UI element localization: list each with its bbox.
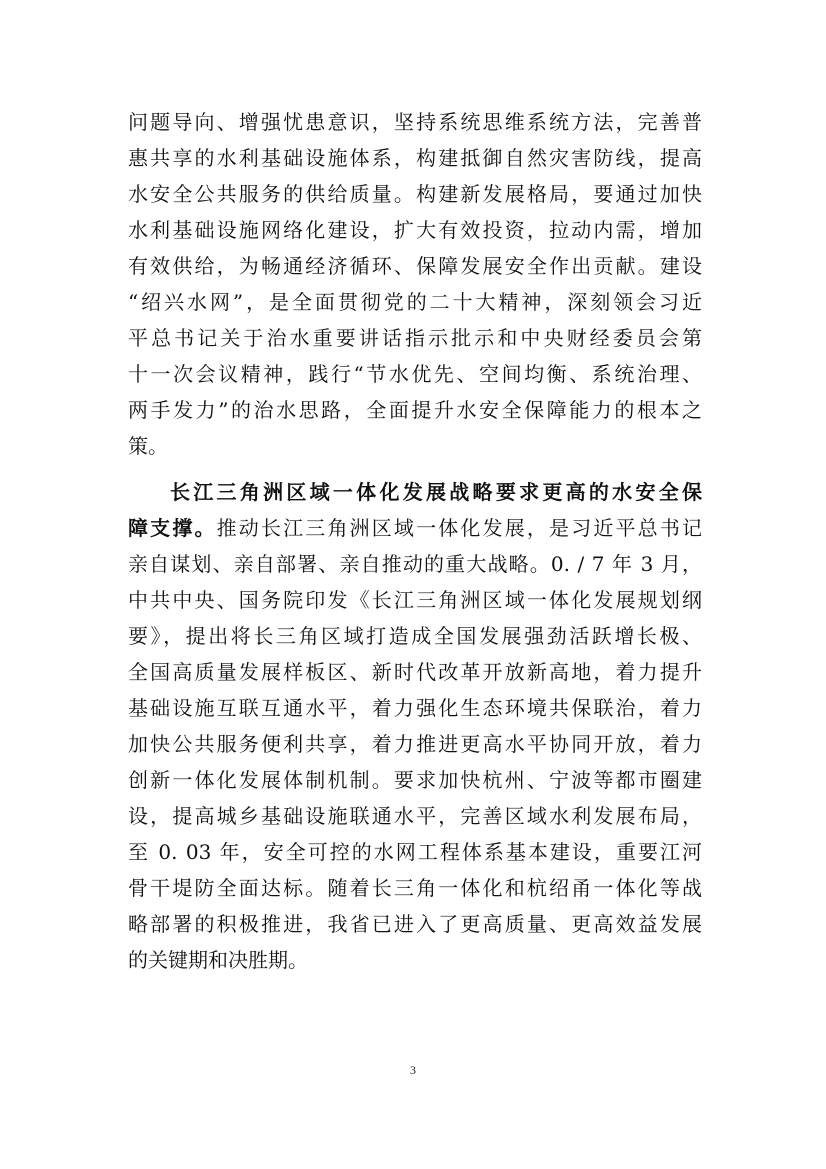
text-line: 的关键期和决胜期。 [128, 948, 308, 972]
text-line: 有效供给，为畅通经济循环、保障发展安全作出贡献。建设 [128, 254, 702, 278]
text-line: 平总书记关于治水重要讲话指示批示和中央财经委员会第 [128, 326, 702, 350]
text-line: 至 0. 03 年，安全可控的水网工程体系基本建设，重要江河 [128, 840, 702, 864]
text-line: 亲自谋划、亲自部署、亲自推动的重大战略。0. / 7 年 3 月， [128, 552, 702, 576]
text-line: 水利基础设施网络化建设，扩大有效投资，拉动内需，增加 [128, 218, 702, 242]
text-line: 加快公共服务便利共享，着力推进更高水平协同开放，着力 [128, 732, 702, 756]
paragraph-gap [128, 464, 702, 474]
section-heading-tail: 障支撑。 [128, 516, 217, 540]
text-line-mixed [128, 510, 702, 546]
text-line: 基础设施互联互通水平，着力强化生态环境共保联治，着力 [128, 696, 702, 720]
text-line: 创新一体化发展体制机制。要求加快杭州、宁波等都市圈建 [128, 768, 702, 792]
page-number: 3 [410, 1063, 416, 1077]
text-run: 推动长江三角洲区域一体化发展，是习近平总书记 [216, 516, 703, 540]
text-line: 中共中央、国务院印发《长江三角洲区域一体化发展规划纲 [128, 588, 702, 612]
text-line: 骨干堤防全面达标。随着长三角一体化和杭绍甬一体化等战 [128, 876, 702, 900]
text-line: 略部署的积极推进，我省已进入了更高质量、更高效益发展 [128, 912, 702, 936]
text-line: 要》，提出将长三角区域打造成全国发展强劲活跃增长极、 [128, 624, 702, 648]
document-body [128, 104, 702, 978]
text-line: 十一次会议精神，践行“节水优先、空间均衡、系统治理、 [128, 362, 702, 386]
section-heading: 长江三角洲区域一体化发展战略要求更高的水安全保 [170, 480, 702, 504]
text-line: 全国高质量发展样板区、新时代改革开放新高地，着力提升 [128, 660, 702, 684]
text-line: 问题导向、增强忧患意识，坚持系统思维系统方法，完善普 [128, 110, 702, 134]
text-line: 两手发力”的治水思路，全面提升水安全保障能力的根本之 [128, 398, 702, 422]
text-line: “绍兴水网”，是全面贯彻党的二十大精神，深刻领会习近 [128, 290, 702, 314]
text-line: 设，提高城乡基础设施联通水平，完善区域水利发展布局， [128, 804, 702, 828]
text-line: 惠共享的水利基础设施体系，构建抵御自然灾害防线，提高 [128, 146, 702, 170]
text-line: 策。 [128, 434, 168, 458]
text-line: 水安全公共服务的供给质量。构建新发展格局，要通过加快 [128, 182, 702, 206]
paragraph-1 [128, 104, 702, 464]
paragraph-2 [128, 474, 702, 978]
